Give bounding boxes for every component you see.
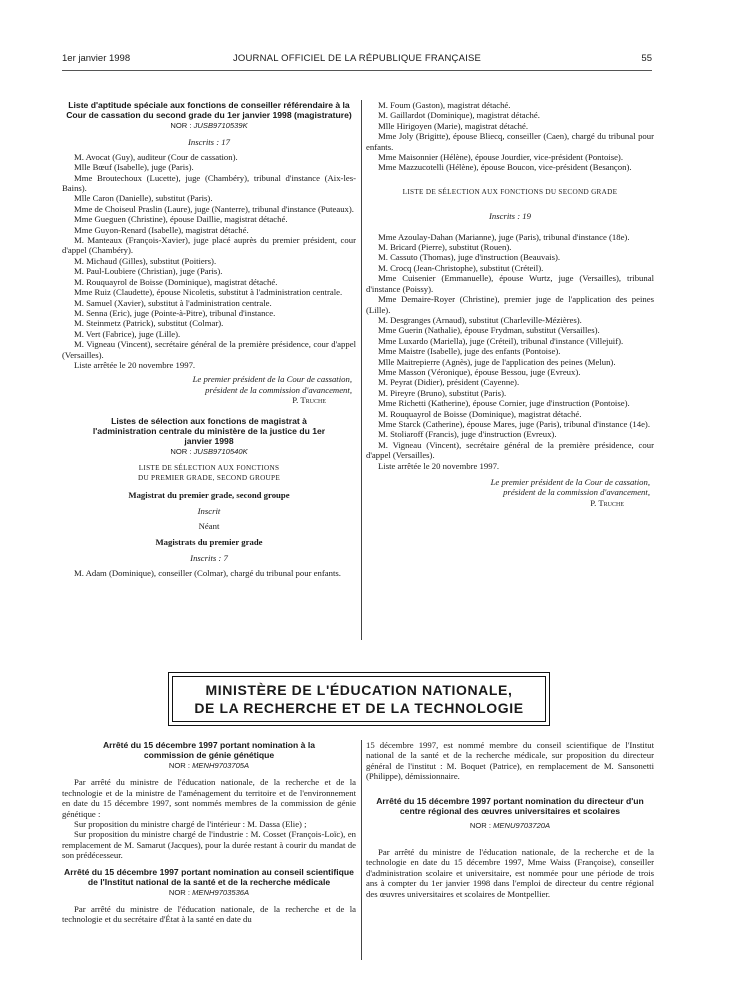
page-header [62, 51, 652, 67]
list-item: M. Vigneau (Vincent), secrétaire général de la première présidence, cour d'appel (Versailles). [366, 439, 654, 461]
nor-code: MENH9703705A [192, 761, 250, 770]
list-item: Mme Joly (Brigitte), épouse Bliecq, conseiller (Caen), chargé du tribunal pour enfants. [366, 131, 654, 152]
inscrits-count-2: Inscrits : 7 [190, 553, 228, 564]
list-item: M. Michaud (Gilles), substitut (Poitiers). [74, 255, 217, 266]
list-item: M. Vert (Fabrice), juge (Lille). [74, 328, 181, 339]
list-item: Mlle Hirigoyen (Marie), magistrat détaché. [378, 120, 529, 131]
nor-label: NOR : [168, 887, 190, 897]
column-divider-top [361, 100, 362, 640]
arrete-date: Liste arrêtée le 20 novembre 1997. [74, 359, 196, 370]
list-item: M. Desgranges (Arnaud), substitut (Charleville-Mézières). [378, 314, 582, 325]
ministry-heading-line-2: DE LA RECHERCHE ET DE LA TECHNOLOGIE [194, 700, 524, 716]
arrete-title: Arrêté du 15 décembre 1997 portant nomination du directeur d'un centre régional des œuvres universitaires et scolaires [376, 795, 644, 816]
nor-label: NOR : [170, 121, 192, 130]
list-item: Mme Maistre (Isabelle), juge des enfants (Pontoise). [378, 346, 561, 357]
list-item: M. Peyrat (Didier), président (Cayenne). [378, 377, 520, 388]
arrete-title-2: Arrêté du 15 décembre 1997 portant nomination au conseil scientifique de l'Institut national de la santé et de la recherche médicale [64, 866, 354, 887]
list-item: Mme Gueguen (Christine), épouse Daillie, magistrat détaché. [74, 214, 288, 225]
nor-reference [366, 821, 654, 831]
list-item: Mme Starck (Catherine), épouse Mares, juge (Paris), tribunal d'instance (14e). [378, 418, 650, 429]
list-item: M. Foum (Gaston), magistrat détaché. [378, 100, 511, 110]
caps-heading-2: DU PREMIER GRADE, SECOND GROUPE [137, 474, 281, 483]
nor-code: JUSB9710539K [193, 121, 248, 130]
list-item: Mme Luxardo (Mariella), juge (Créteil), tribunal d'instance (Villejuif). [378, 335, 624, 346]
nor-code: JUSB9710540K [193, 446, 248, 456]
signature-title-2: président de la commission d'avancement, [503, 487, 650, 498]
list-item: M. Cassuto (Thomas), juge d'instruction (Beauvais). [378, 252, 561, 263]
entry-list [62, 152, 356, 360]
list-item: Mme de Choiseul Praslin (Laure), juge (Nanterre), tribunal d'instance (Puteaux). [74, 203, 354, 214]
column-divider-bottom [361, 740, 362, 960]
header-rule [62, 70, 652, 71]
nor-label: NOR : [168, 761, 190, 770]
entry-list [366, 232, 654, 461]
ministry-heading-box [172, 676, 546, 722]
list-item: M. Avocat (Guy), auditeur (Cour de cassation). [74, 151, 238, 162]
ministry-heading-line-1: MINISTÈRE DE L'ÉDUCATION NATIONALE, [205, 682, 513, 698]
nor-reference-2 [62, 447, 356, 457]
list-item: M. Steinmetz (Patrick), substitut (Colmar). [74, 318, 224, 329]
signature-name: P. Truche [292, 395, 326, 406]
list-item: M. Vigneau (Vincent), secrétaire général de la première présidence, cour d'appel (Versailles). [62, 339, 356, 360]
paragraph: 15 décembre 1997, est nommé membre du conseil scientifique de l'Institut national de la santé et de la recherche médicale, sur proposition du directeur général de l'institut : M. Boquet (Patrice), en remplacement de M. Sansonetti (Philippe), démissionnaire. [366, 740, 654, 782]
nor-label: NOR : [170, 446, 192, 456]
list-item: M. Paul-Loubiere (Christian), juge (Paris). [74, 266, 223, 277]
signature-title-2: président de la commission d'avancement, [205, 384, 352, 395]
arrete-date: Liste arrêtée le 20 novembre 1997. [378, 460, 500, 471]
list-item: M. Samuel (Xavier), substitut à l'administration centrale. [74, 297, 272, 308]
list-item: Mme Azoulay-Dahan (Marianne), juge (Paris), tribunal d'instance (18e). [378, 231, 630, 242]
nor-reference [62, 121, 356, 131]
list-item: Mme Guerin (Nathalie), épouse Frydman, substitut (Versailles). [378, 325, 600, 336]
paragraph: Par arrêté du ministre de l'éducation nationale, de la recherche et de la technologie en date du 15 décembre 1997, Mme Waiss (Françoise), conseiller d'administration scolaire et universitaire, est nommée pour une période de trois ans à compter du 1er janvier 1998 dans l'emploi de directeur du centre régional des œuvres universitaires et scolaires de Montpellier. [366, 847, 654, 899]
nor-code: MENH9703536A [192, 887, 250, 897]
list-item: Mlle Bœuf (Isabelle), juge (Paris). [74, 162, 194, 173]
column-4 [366, 740, 654, 899]
inscrit-label: Inscrit [197, 506, 221, 517]
nor-reference-2 [62, 888, 356, 898]
section-title-2: Listes de sélection aux fonctions de magistrat à l'administration centrale du ministère de la justice du 1er janvier 1998 [92, 415, 326, 446]
column-1 [62, 100, 356, 578]
column-3 [62, 740, 356, 925]
neant-label: Néant [198, 520, 220, 531]
list-item: Mme Mazzucotelli (Hélène), épouse Boucon, vice-président (Besançon). [378, 162, 632, 173]
page-number: 55 [641, 53, 652, 64]
list-item: M. Bricard (Pierre), substitut (Rouen). [378, 242, 512, 253]
list-item: M. Manteaux (François-Xavier), juge placé auprès du premier président, cour d'appel (Chambéry). [62, 235, 356, 256]
list-item: M. Gaillardot (Dominique), magistrat détaché. [378, 110, 540, 121]
header-date: 1er janvier 1998 [62, 53, 131, 64]
journal-title: JOURNAL OFFICIEL DE LA RÉPUBLIQUE FRANÇAISE [232, 53, 482, 64]
list-item: Mme Ruiz (Claudette), épouse Nicoletis, substitut à l'administration centrale. [74, 287, 343, 298]
column-2 [366, 100, 654, 508]
signature-title-1: Le premier président de la Cour de cassation, [192, 374, 352, 385]
nor-code: MENU9703720A [493, 820, 551, 830]
list-item: Mme Guyon-Renard (Isabelle), magistrat détaché. [74, 224, 249, 235]
inscrits-count: Inscrits : 17 [188, 137, 230, 148]
section-title: Liste d'aptitude spéciale aux fonctions de conseiller référendaire à la Cour de cassation du second grade du 1er janvier 1998 (magistrature) [66, 100, 352, 120]
list-item: Mlle Caron (Danielle), substitut (Paris). [74, 193, 213, 204]
list-item: M. Rouquayrol de Boisse (Dominique), magistrat détaché. [378, 408, 582, 419]
list-item: M. Stoliaroff (Francis), juge d'instruction (Evreux). [378, 429, 557, 440]
caps-heading-1: LISTE DE SÉLECTION AUX FONCTIONS [138, 463, 280, 472]
list-item: Mme Maisonnier (Hélène), épouse Jourdier, vice-président (Pontoise). [378, 152, 624, 163]
inscrits-count: Inscrits : 19 [489, 211, 531, 222]
list-item: Mme Broutechoux (Lucette), juge (Chambéry), tribunal d'instance (Aix-les-Bains). [62, 172, 356, 194]
list-item: Mme Demaire-Royer (Christine), premier juge de l'application des peines (Lille). [366, 294, 654, 315]
signature-title-1: Le premier président de la Cour de cassation, [490, 477, 650, 487]
caps-heading: LISTE DE SÉLECTION AUX FONCTIONS DU SECOND GRADE [402, 187, 618, 196]
entry-list-continued [366, 100, 654, 173]
subheading-1: Magistrat du premier grade, second groupe [128, 489, 290, 500]
list-item: M. Senna (Eric), juge (Pointe-à-Pitre), tribunal d'instance. [74, 307, 276, 318]
signature-name: P. Truche [590, 497, 624, 508]
paragraph: Par arrêté du ministre de l'éducation nationale, de la recherche et de la technologie et du secrétaire d'État à la santé en date du [62, 904, 356, 925]
paragraph: Sur proposition du ministre chargé de l'intérieur : M. Dassa (Elie) ; [74, 819, 307, 830]
nor-label: NOR : [469, 820, 491, 830]
list-item: Mme Masson (Véronique), épouse Bessou, juge (Evreux). [378, 366, 581, 377]
list-item: M. Adam (Dominique), conseiller (Colmar), chargé du tribunal pour enfants. [74, 567, 341, 578]
list-item: Mme Richetti (Katherine), épouse Cornier, juge d'instruction (Pontoise). [378, 398, 630, 409]
list-item: Mme Cuisenier (Emmanuelle), épouse Wurtz, juge (Versailles), tribunal d'instance (Poissy). [366, 273, 654, 294]
subheading-2: Magistrats du premier grade [155, 537, 263, 547]
paragraph: Par arrêté du ministre de l'éducation nationale, de la recherche et de la technologie et de la ministre de l'aménagement du territoire et de l'environnement en date du 15 décembre 1997, sont nommés membres de la commission de génie génétique : [62, 777, 356, 819]
nor-reference [62, 761, 356, 771]
paragraph: Sur proposition du ministre chargé de l'industrie : M. Cosset (François-Loïc), en remplacement de M. Samarut (Jacques), pour la durée restant à courir du mandat de son prédécesseur. [62, 829, 356, 861]
arrete-title: Arrêté du 15 décembre 1997 portant nomination à la commission de génie génétique [102, 740, 316, 760]
list-item: M. Rouquayrol de Boisse (Dominique), magistrat détaché. [74, 276, 278, 287]
list-item: M. Crocq (Jean-Christophe), substitut (Créteil). [378, 262, 544, 273]
list-item: Mlle Maitrepierre (Agnès), juge de l'application des peines (Melun). [378, 356, 616, 367]
list-item: M. Pireyre (Bruno), substitut (Paris). [378, 387, 507, 398]
